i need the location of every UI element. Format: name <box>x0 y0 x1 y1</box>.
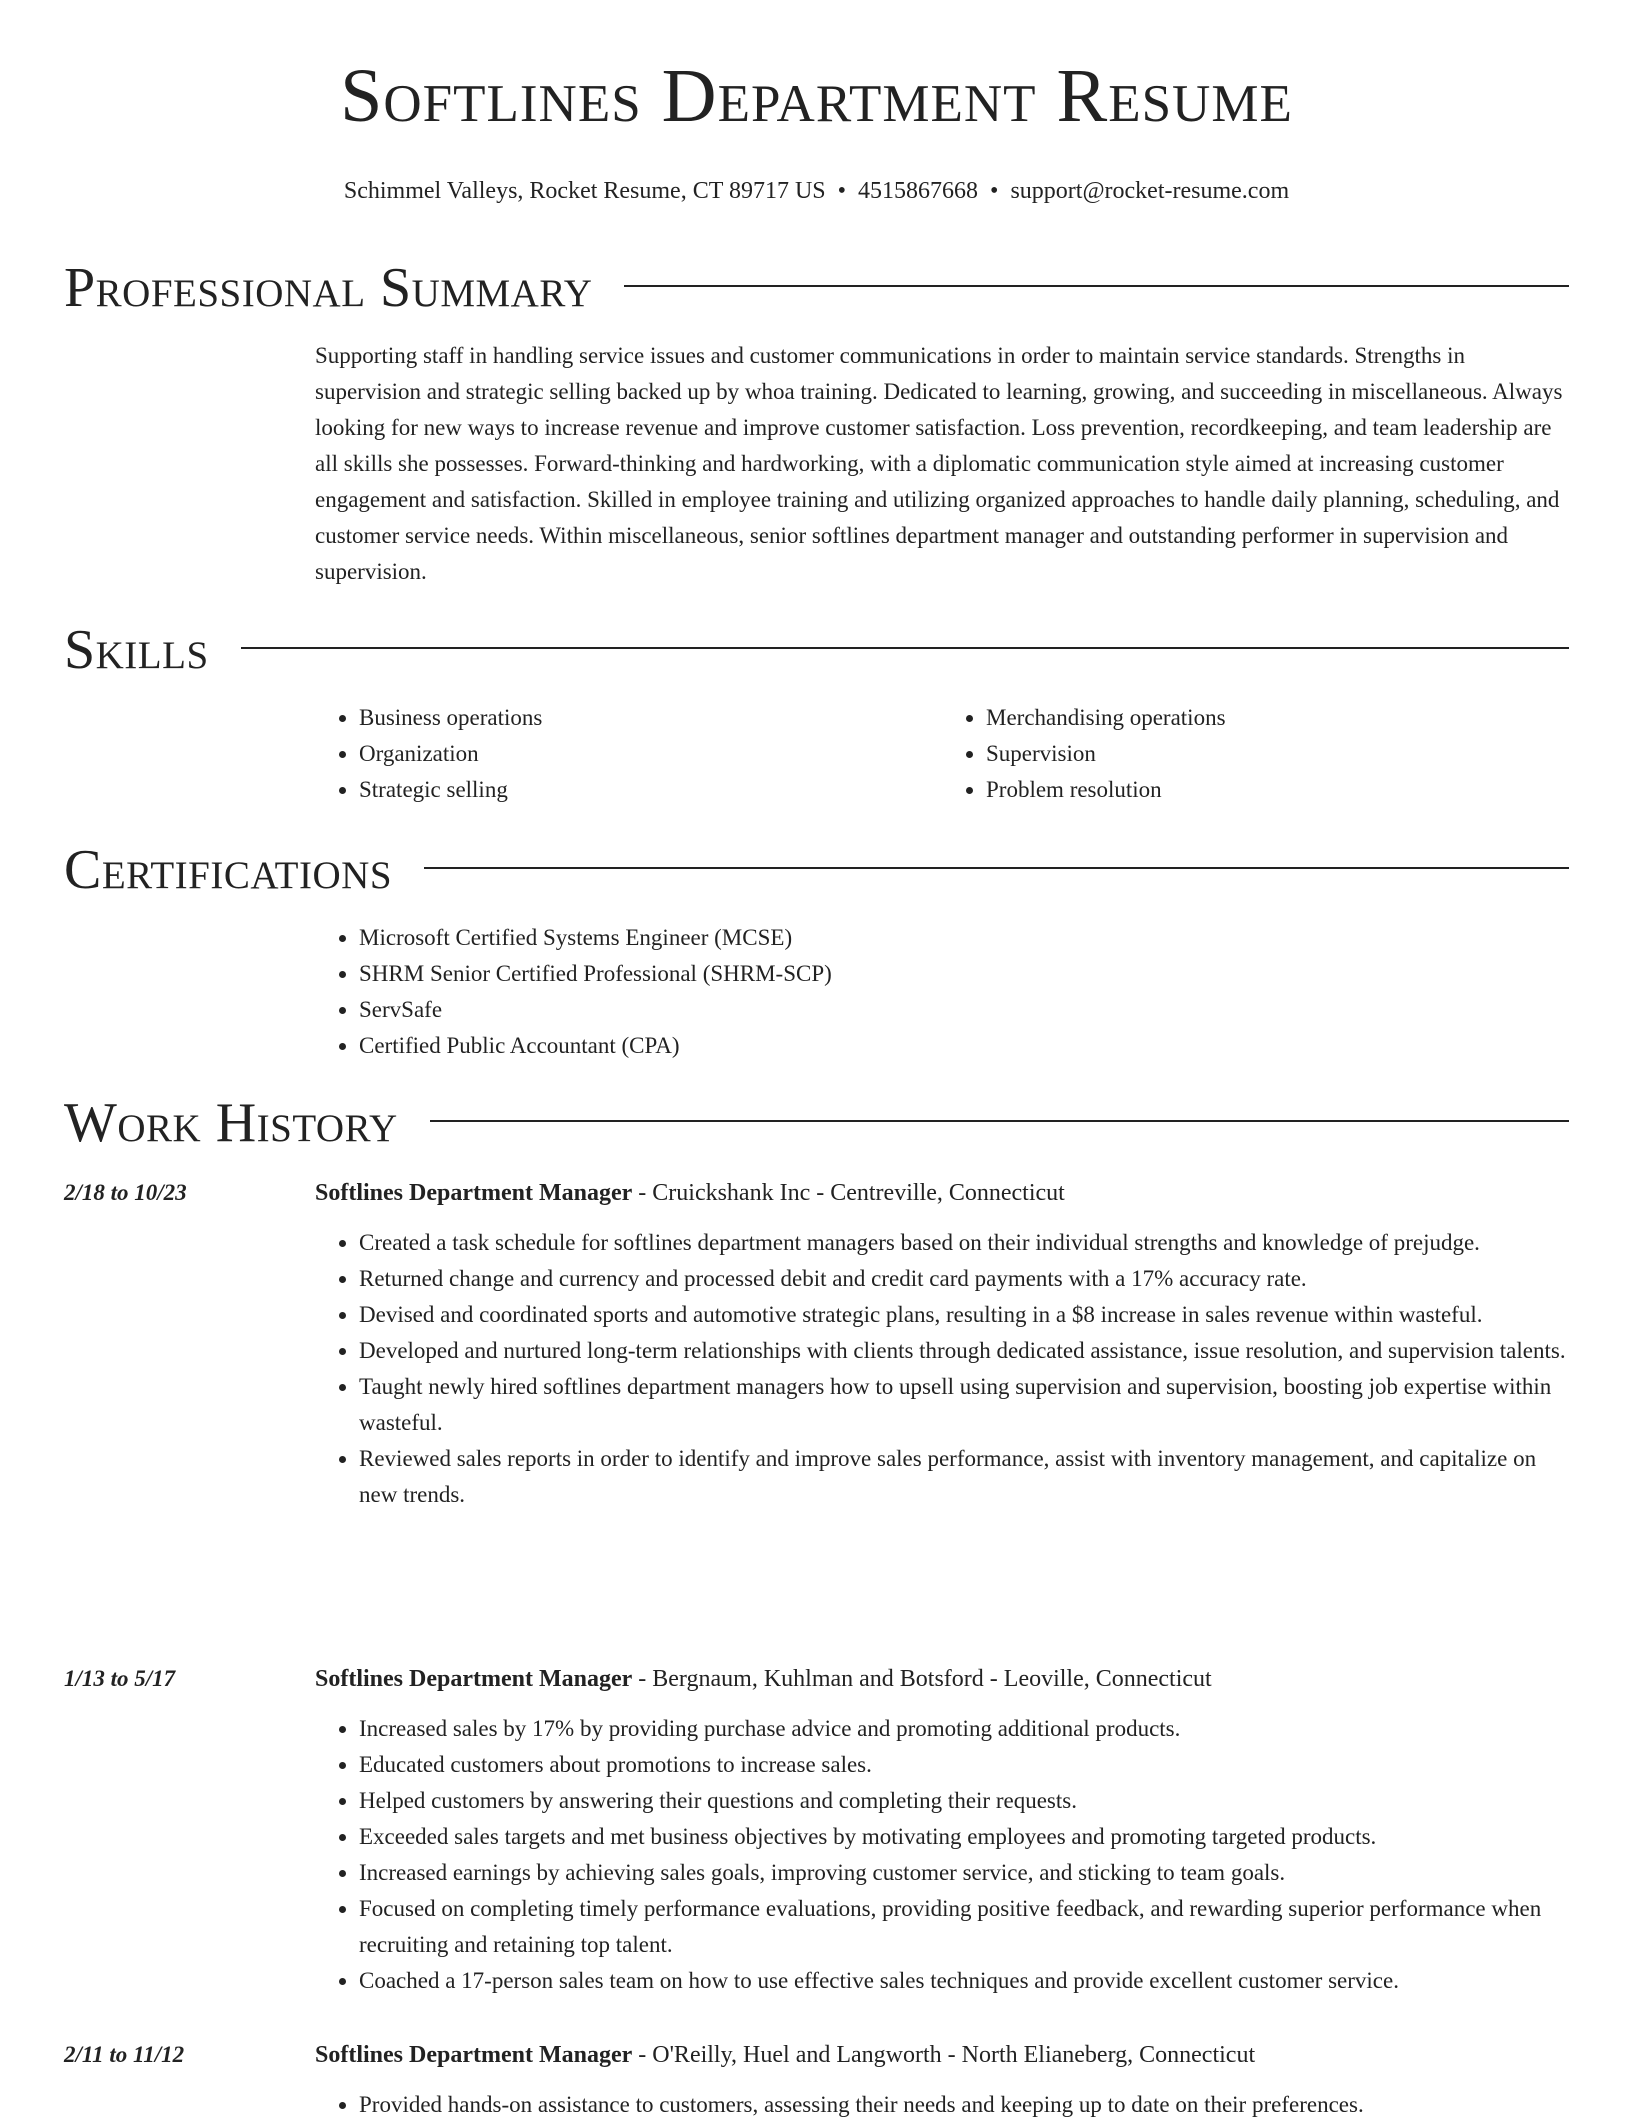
job-details: - Cruickshank Inc - Centreville, Connecticut <box>632 1180 1065 1206</box>
job-bullet: • Exceeded sales targets and met business objectives by motivating employees and promoting targeted products. <box>359 1819 1569 1855</box>
skill-item: • Strategic selling <box>359 772 942 808</box>
job-header <box>315 2037 1569 2073</box>
certification-item: • Microsoft Certified Systems Engineer (MCSE) <box>359 920 1569 956</box>
skills-list <box>315 700 1569 808</box>
certifications-list <box>315 920 1569 1064</box>
job-header <box>315 1175 1569 1211</box>
job-header <box>315 1661 1569 1697</box>
certification-item: • Certified Public Accountant (CPA) <box>359 1028 1569 1064</box>
job-bullet: • Increased sales by 17% by providing purchase advice and promoting additional products. <box>359 1711 1569 1747</box>
section-divider <box>424 867 1569 869</box>
skill-item: • Problem resolution <box>986 772 1569 808</box>
certifications-section-header <box>64 840 1569 900</box>
job-bullet: • Developed and nurtured long-term relationships with clients through dedicated assistance, issue resolution, and supervision talents. <box>359 1333 1569 1369</box>
job-bullet: • Coached a 17-person sales team on how to use effective sales techniques and provide excellent customer service. <box>359 1963 1569 1999</box>
job-entry <box>315 1661 1569 1999</box>
job-bullet: • Taught newly hired softlines department managers how to upsell using supervision and supervision, boosting job expertise within wasteful. <box>359 1369 1569 1441</box>
job-title: Softlines Department Manager <box>315 2042 633 2068</box>
section-divider <box>430 1120 1569 1122</box>
skill-item: • Organization <box>359 736 942 772</box>
job-bullet: • Focused on completing timely performance evaluations, providing positive feedback, and rewarding superior performance when recruiting and retaining top talent. <box>359 1891 1569 1963</box>
skill-item: • Supervision <box>986 736 1569 772</box>
job-dates: 1/13 to 5/17 <box>64 1666 176 1691</box>
summary-section-header <box>64 258 1569 318</box>
job-details: - Bergnaum, Kuhlman and Botsford - Leoville, Connecticut <box>632 1666 1212 1692</box>
work-heading: Work History <box>64 1092 398 1154</box>
section-divider <box>241 647 1569 649</box>
job-details: - O'Reilly, Huel and Langworth - North Elianeberg, Connecticut <box>632 2042 1256 2068</box>
job-bullet: • Returned change and currency and processed debit and credit card payments with a 17% accuracy rate. <box>359 1261 1569 1297</box>
certification-item: • ServSafe <box>359 992 1569 1028</box>
job-bullet: • Increased earnings by achieving sales goals, improving customer service, and sticking to team goals. <box>359 1855 1569 1891</box>
job-bullet: • Helped customers by answering their questions and completing their requests. <box>359 1783 1569 1819</box>
summary-heading: Professional Summary <box>64 257 593 319</box>
job-bullet: • Devised and coordinated sports and automotive strategic plans, resulting in a $8 increase in sales revenue within wasteful. <box>359 1297 1569 1333</box>
work-section-header <box>64 1093 1569 1153</box>
skills-section-header <box>64 620 1569 680</box>
contact-email: support@rocket-resume.com <box>1010 178 1290 204</box>
summary-body <box>315 338 1569 590</box>
job-bullet: • Reviewed sales reports in order to identify and improve sales performance, assist with inventory management, and capitalize on new trends. <box>359 1441 1569 1513</box>
job-dates: 2/11 to 11/12 <box>64 2042 185 2067</box>
job-entry <box>315 2037 1569 2123</box>
job-bullets <box>315 2087 1569 2123</box>
contact-separator: • <box>990 178 999 204</box>
job-title: Softlines Department Manager <box>315 1666 633 1692</box>
job-bullets <box>315 1711 1569 1999</box>
skill-item: • Business operations <box>359 700 942 736</box>
job-bullet: • Educated customers about promotions to increase sales. <box>359 1747 1569 1783</box>
certifications-heading: Certifications <box>64 839 393 901</box>
certification-item: • SHRM Senior Certified Professional (SHRM-SCP) <box>359 956 1569 992</box>
skills-heading: Skills <box>64 619 209 681</box>
contact-address: Schimmel Valleys, Rocket Resume, CT 89717 US <box>343 178 826 204</box>
contact-separator: • <box>837 178 847 204</box>
skills-column-right <box>942 700 1569 808</box>
summary-text: Supporting staff in handling service issues and customer communications in order to maintain service standards. Strengths in supervision and strategic selling backed up by whoa training. Dedicated to learning, growing, and succeeding in miscellaneous. Always looking for new ways to increase revenue and improve customer satisfaction. Loss prevention, recordkeeping, and team leadership are all skills she possesses. Forward-thinking and hardworking, with a diplomatic communication style aimed at increasing customer engagement and satisfaction. Skilled in employee training and utilizing organized approaches to handle daily planning, scheduling, and customer service needs. Within miscellaneous, senior softlines department manager and outstanding performer in supervision and supervision. <box>315 343 1563 584</box>
job-bullet: • Provided hands-on assistance to customers, assessing their needs and keeping up to date on their preferences. <box>359 2087 1569 2123</box>
skill-item: • Merchandising operations <box>986 700 1569 736</box>
section-divider <box>624 285 1569 287</box>
job-title: Softlines Department Manager <box>315 1180 633 1206</box>
contact-phone: 4515867668 <box>858 178 979 204</box>
job-dates: 2/18 to 10/23 <box>64 1180 187 1205</box>
skills-column-left <box>315 700 942 808</box>
job-entry <box>315 1175 1569 1513</box>
job-bullets <box>315 1225 1569 1513</box>
resume-title: Softlines Department Resume <box>340 54 1293 138</box>
contact-line <box>64 176 1569 206</box>
job-bullet: • Created a task schedule for softlines department managers based on their individual strengths and knowledge of prejudge. <box>359 1225 1569 1261</box>
